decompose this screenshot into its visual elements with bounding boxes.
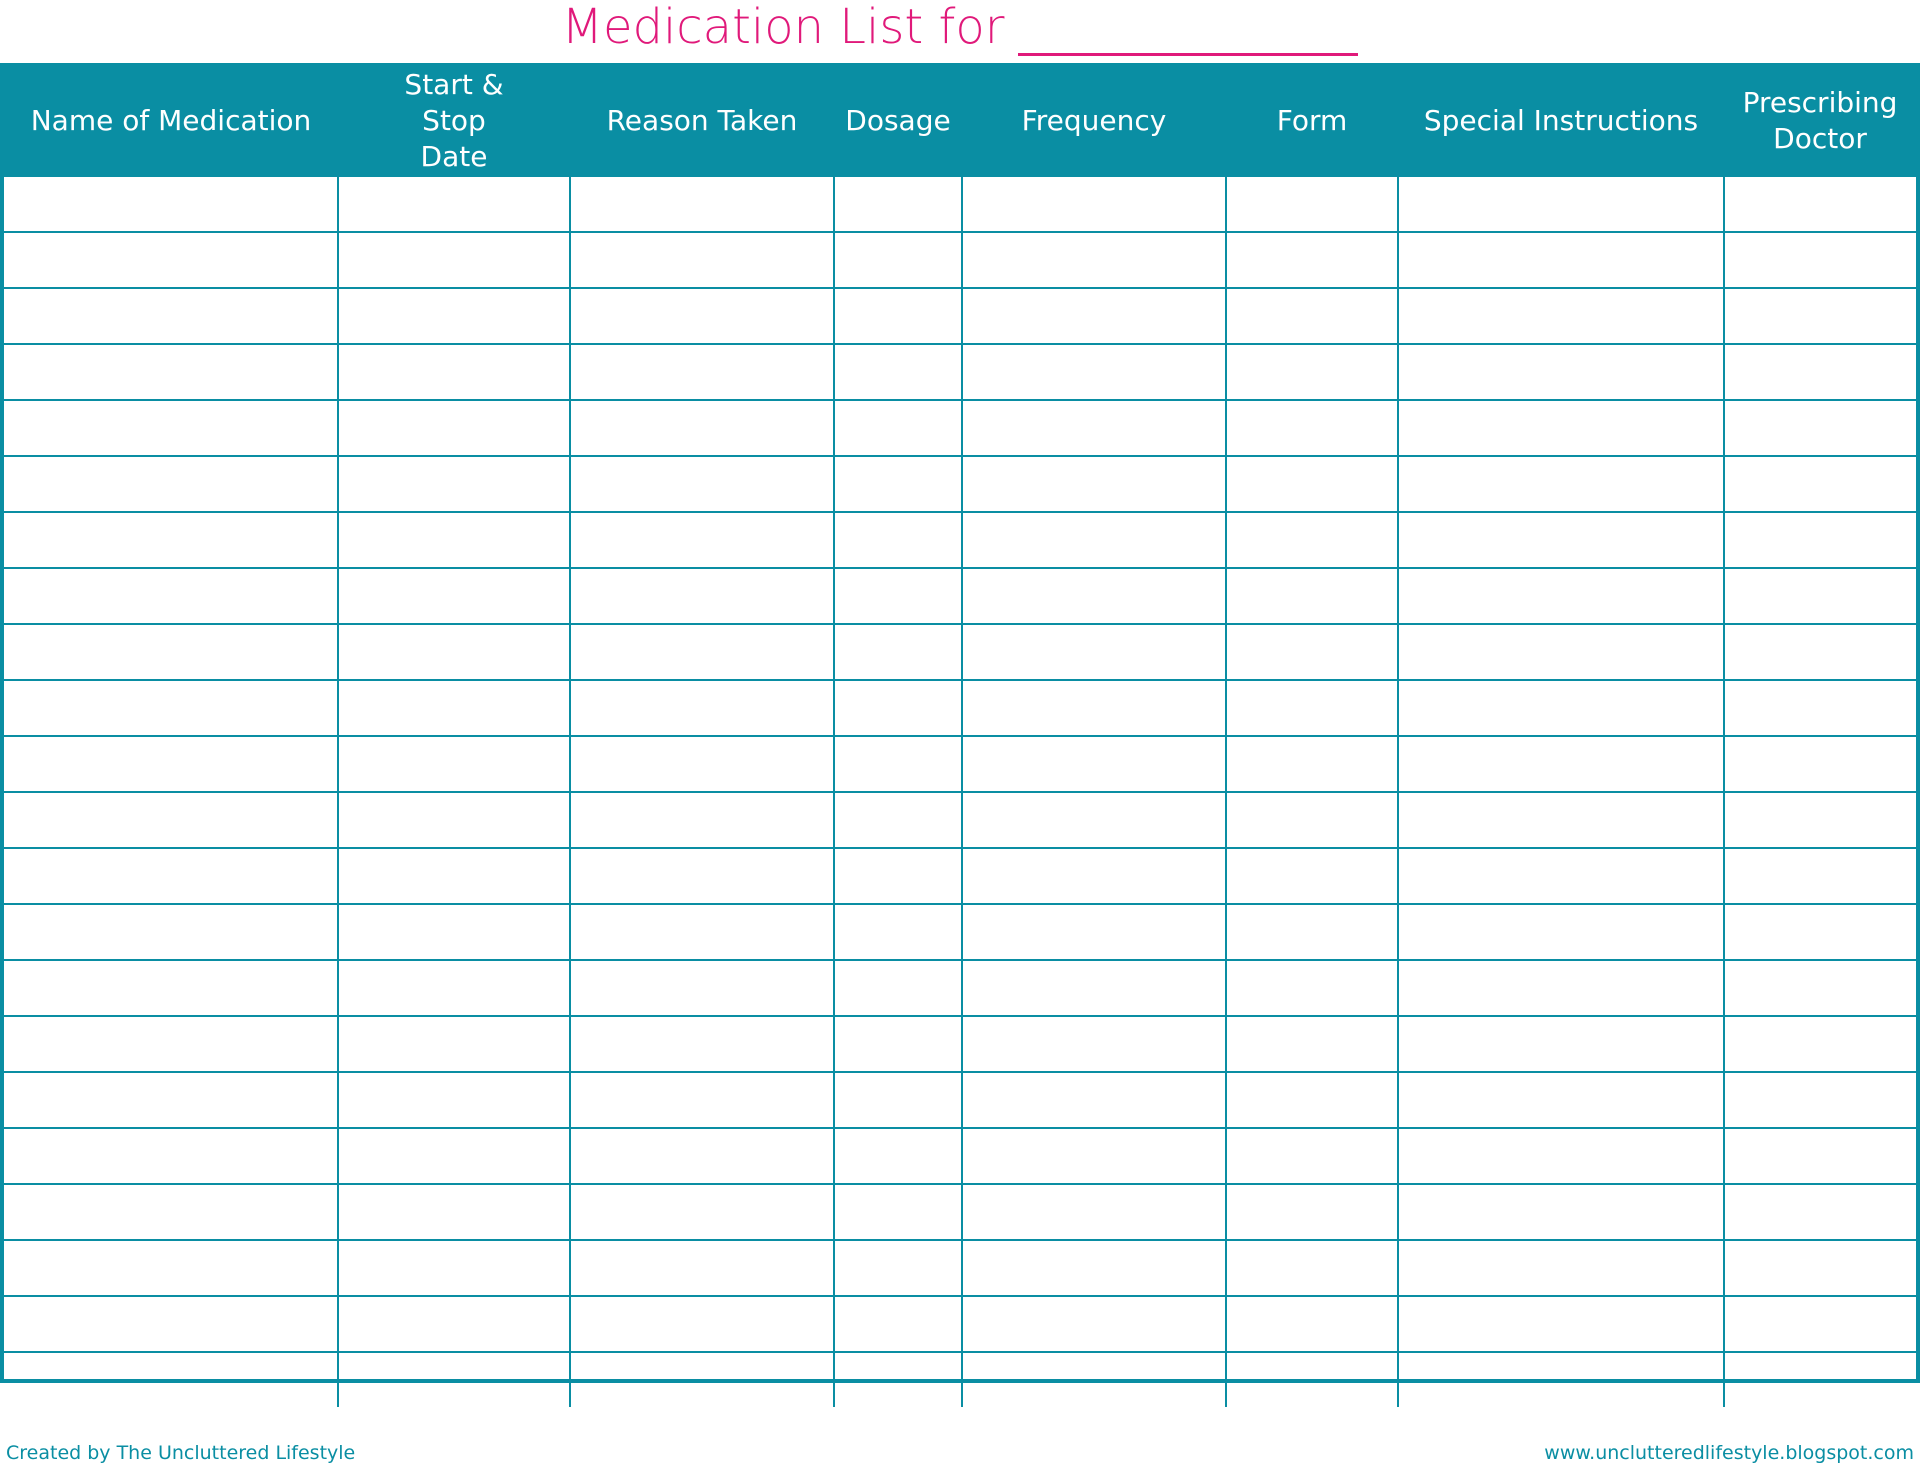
table-cell[interactable]	[1398, 400, 1724, 456]
table-cell[interactable]	[1226, 848, 1398, 904]
table-cell[interactable]	[4, 1072, 338, 1128]
table-cell[interactable]	[1398, 456, 1724, 512]
table-cell[interactable]	[1398, 1240, 1724, 1296]
table-cell[interactable]	[1724, 1240, 1916, 1296]
table-cell[interactable]	[834, 1240, 962, 1296]
column-header-prescribing-doctor: Prescribing Doctor	[1724, 67, 1916, 176]
table-cell[interactable]	[570, 568, 834, 624]
table-cell[interactable]	[4, 1352, 338, 1407]
table-cell[interactable]	[962, 792, 1226, 848]
table-cell[interactable]	[1226, 624, 1398, 680]
table-cell[interactable]	[1724, 1128, 1916, 1184]
table-cell[interactable]	[570, 848, 834, 904]
table-cell[interactable]	[4, 1240, 338, 1296]
table-cell[interactable]	[834, 400, 962, 456]
table-row	[4, 1128, 1916, 1184]
table-cell[interactable]	[962, 232, 1226, 288]
table-row	[4, 1240, 1916, 1296]
table-cell[interactable]	[1398, 848, 1724, 904]
table-cell[interactable]	[1724, 848, 1916, 904]
table-cell[interactable]	[962, 848, 1226, 904]
table-row	[4, 456, 1916, 512]
table-cell[interactable]	[4, 1296, 338, 1352]
table-cell[interactable]	[1226, 960, 1398, 1016]
table-cell[interactable]	[834, 512, 962, 568]
table-cell[interactable]	[4, 456, 338, 512]
table-cell[interactable]	[962, 1016, 1226, 1072]
table-cell[interactable]	[834, 1072, 962, 1128]
footer	[0, 1442, 1920, 1466]
table-cell[interactable]	[338, 680, 570, 736]
table-cell[interactable]	[962, 736, 1226, 792]
table-cell[interactable]	[338, 792, 570, 848]
table-cell[interactable]	[834, 344, 962, 400]
table-cell[interactable]	[1398, 568, 1724, 624]
table-cell[interactable]	[338, 1128, 570, 1184]
table-cell[interactable]	[338, 400, 570, 456]
table-cell[interactable]	[1226, 792, 1398, 848]
table-cell[interactable]	[1226, 456, 1398, 512]
table-cell[interactable]	[834, 176, 962, 232]
column-header-name-of-medication: Name of Medication	[4, 67, 338, 176]
table-cell[interactable]	[1724, 1072, 1916, 1128]
column-header-dosage: Dosage	[834, 67, 962, 176]
table-cell[interactable]	[962, 456, 1226, 512]
table-cell[interactable]	[834, 680, 962, 736]
table-cell[interactable]	[962, 1240, 1226, 1296]
table-cell[interactable]	[834, 960, 962, 1016]
table-cell[interactable]	[570, 1296, 834, 1352]
table-cell[interactable]	[834, 1296, 962, 1352]
table-row	[4, 176, 1916, 232]
table-cell[interactable]	[1724, 512, 1916, 568]
table-cell[interactable]	[962, 1184, 1226, 1240]
table-cell[interactable]	[338, 624, 570, 680]
table-cell[interactable]	[1226, 400, 1398, 456]
table-cell[interactable]	[1724, 176, 1916, 232]
table-cell[interactable]	[1398, 176, 1724, 232]
table-row	[4, 848, 1916, 904]
table-cell[interactable]	[962, 904, 1226, 960]
table-cell[interactable]	[1398, 960, 1724, 1016]
table-cell[interactable]	[4, 792, 338, 848]
table-cell[interactable]	[1724, 400, 1916, 456]
table-row	[4, 512, 1916, 568]
table-cell[interactable]	[1398, 792, 1724, 848]
footer-credit: Created by The Uncluttered Lifestyle	[6, 1442, 356, 1464]
table-cell[interactable]	[570, 344, 834, 400]
table-cell[interactable]	[338, 1072, 570, 1128]
table-cell[interactable]	[570, 1184, 834, 1240]
table-cell[interactable]	[570, 624, 834, 680]
table-cell[interactable]	[570, 1128, 834, 1184]
table-cell[interactable]	[1398, 736, 1724, 792]
table-cell[interactable]	[1226, 1240, 1398, 1296]
table-cell[interactable]	[570, 1352, 834, 1407]
table-cell[interactable]	[4, 176, 338, 232]
table-row	[4, 344, 1916, 400]
table-cell[interactable]	[338, 512, 570, 568]
table-body	[4, 176, 1916, 1407]
table-cell[interactable]	[4, 512, 338, 568]
table-cell[interactable]	[1398, 344, 1724, 400]
table-cell[interactable]	[962, 680, 1226, 736]
table-cell[interactable]	[1398, 1072, 1724, 1128]
table-cell[interactable]	[1398, 1184, 1724, 1240]
table-cell[interactable]	[570, 400, 834, 456]
table-cell[interactable]	[834, 1352, 962, 1407]
table-cell[interactable]	[834, 1016, 962, 1072]
table-cell[interactable]	[962, 400, 1226, 456]
table-cell[interactable]	[338, 904, 570, 960]
table-cell[interactable]	[1724, 456, 1916, 512]
table-cell[interactable]	[1724, 568, 1916, 624]
table-cell[interactable]	[570, 176, 834, 232]
table-cell[interactable]	[338, 1240, 570, 1296]
table-cell[interactable]	[834, 568, 962, 624]
table-cell[interactable]	[570, 1016, 834, 1072]
table-cell[interactable]	[570, 960, 834, 1016]
table-cell[interactable]	[338, 456, 570, 512]
table-cell[interactable]	[4, 1016, 338, 1072]
table-cell[interactable]	[4, 232, 338, 288]
table-cell[interactable]	[834, 232, 962, 288]
medication-table	[4, 67, 1916, 1407]
table-row	[4, 792, 1916, 848]
table-cell[interactable]	[570, 904, 834, 960]
table-cell[interactable]	[1226, 680, 1398, 736]
footer-url: www.unclutteredlifestyle.blogspot.com	[1544, 1442, 1914, 1464]
table-cell[interactable]	[1398, 1352, 1724, 1407]
table-cell[interactable]	[962, 960, 1226, 1016]
table-cell[interactable]	[570, 288, 834, 344]
table-cell[interactable]	[1398, 512, 1724, 568]
column-header-form: Form	[1226, 67, 1398, 176]
table-cell[interactable]	[962, 624, 1226, 680]
table-cell[interactable]	[834, 288, 962, 344]
table-cell[interactable]	[4, 1128, 338, 1184]
table-cell[interactable]	[338, 1016, 570, 1072]
table-cell[interactable]	[1226, 1352, 1398, 1407]
table-cell[interactable]	[1226, 344, 1398, 400]
table-cell[interactable]	[1398, 904, 1724, 960]
table-cell[interactable]	[570, 736, 834, 792]
table-row	[4, 1072, 1916, 1128]
table-cell[interactable]	[4, 680, 338, 736]
table-cell[interactable]	[834, 904, 962, 960]
table-cell[interactable]	[834, 456, 962, 512]
table-cell[interactable]	[1226, 904, 1398, 960]
table-cell[interactable]	[1226, 1128, 1398, 1184]
table-cell[interactable]	[962, 288, 1226, 344]
table-row	[4, 1352, 1916, 1407]
table-cell[interactable]	[1398, 680, 1724, 736]
table-cell[interactable]	[4, 736, 338, 792]
table-cell[interactable]	[962, 344, 1226, 400]
table-row	[4, 624, 1916, 680]
table-cell[interactable]	[338, 344, 570, 400]
table-cell[interactable]	[338, 736, 570, 792]
table-cell[interactable]	[570, 512, 834, 568]
table-cell[interactable]	[1724, 904, 1916, 960]
table-cell[interactable]	[1724, 680, 1916, 736]
table-cell[interactable]	[4, 1184, 338, 1240]
table-cell[interactable]	[1398, 1296, 1724, 1352]
table-row	[4, 232, 1916, 288]
table-cell[interactable]	[1226, 288, 1398, 344]
table-cell[interactable]	[1226, 1016, 1398, 1072]
table-cell[interactable]	[570, 232, 834, 288]
table-cell[interactable]	[1724, 960, 1916, 1016]
table-cell[interactable]	[570, 792, 834, 848]
table-cell[interactable]	[962, 1352, 1226, 1407]
table-cell[interactable]	[1226, 568, 1398, 624]
table-row	[4, 568, 1916, 624]
table-cell[interactable]	[338, 1352, 570, 1407]
table-cell[interactable]	[1724, 288, 1916, 344]
medication-table-wrapper	[0, 63, 1920, 1383]
table-cell[interactable]	[834, 624, 962, 680]
table-cell[interactable]	[1398, 232, 1724, 288]
table-cell[interactable]	[1226, 512, 1398, 568]
table-cell[interactable]	[338, 960, 570, 1016]
table-cell[interactable]	[570, 1072, 834, 1128]
table-cell[interactable]	[570, 1240, 834, 1296]
table-cell[interactable]	[338, 568, 570, 624]
table-cell[interactable]	[834, 1184, 962, 1240]
table-cell[interactable]	[570, 456, 834, 512]
table-cell[interactable]	[4, 568, 338, 624]
table-cell[interactable]	[1226, 1072, 1398, 1128]
table-cell[interactable]	[1724, 792, 1916, 848]
table-row	[4, 1184, 1916, 1240]
table-cell[interactable]	[962, 176, 1226, 232]
table-cell[interactable]	[834, 736, 962, 792]
table-cell[interactable]	[4, 344, 338, 400]
column-header-frequency: Frequency	[962, 67, 1226, 176]
table-cell[interactable]	[1226, 176, 1398, 232]
table-cell[interactable]	[1724, 1016, 1916, 1072]
table-cell[interactable]	[962, 1296, 1226, 1352]
table-cell[interactable]	[1226, 736, 1398, 792]
table-cell[interactable]	[4, 848, 338, 904]
table-cell[interactable]	[4, 624, 338, 680]
table-row	[4, 960, 1916, 1016]
table-cell[interactable]	[1724, 344, 1916, 400]
table-row	[4, 400, 1916, 456]
page-title: Medication List for	[561, 0, 1005, 55]
table-header-row	[4, 67, 1916, 176]
table-cell[interactable]	[4, 400, 338, 456]
table-cell[interactable]	[1724, 624, 1916, 680]
table-cell[interactable]	[834, 792, 962, 848]
table-row	[4, 288, 1916, 344]
table-cell[interactable]	[1226, 232, 1398, 288]
table-cell[interactable]	[1724, 1296, 1916, 1352]
table-cell[interactable]	[962, 568, 1226, 624]
table-cell[interactable]	[338, 1296, 570, 1352]
table-cell[interactable]	[1398, 1016, 1724, 1072]
table-cell[interactable]	[1398, 1128, 1724, 1184]
column-header-start-stop-date: Start & Stop Date	[338, 67, 570, 176]
name-blank-line[interactable]	[1018, 7, 1358, 56]
table-cell[interactable]	[1724, 1184, 1916, 1240]
column-header-special-instructions: Special Instructions	[1398, 67, 1724, 176]
table-cell[interactable]	[834, 848, 962, 904]
table-cell[interactable]	[338, 1184, 570, 1240]
table-cell[interactable]	[962, 512, 1226, 568]
table-cell[interactable]	[338, 848, 570, 904]
table-cell[interactable]	[834, 1128, 962, 1184]
table-cell[interactable]	[338, 288, 570, 344]
table-cell[interactable]	[4, 288, 338, 344]
table-row	[4, 736, 1916, 792]
table-cell[interactable]	[1398, 624, 1724, 680]
table-cell[interactable]	[1724, 736, 1916, 792]
table-cell[interactable]	[338, 176, 570, 232]
table-row	[4, 1296, 1916, 1352]
table-cell[interactable]	[962, 1128, 1226, 1184]
table-row	[4, 904, 1916, 960]
table-cell[interactable]	[1226, 1184, 1398, 1240]
table-row	[4, 1016, 1916, 1072]
table-cell[interactable]	[4, 904, 338, 960]
column-header-reason-taken: Reason Taken	[570, 67, 834, 176]
table-cell[interactable]	[338, 232, 570, 288]
table-cell[interactable]	[1226, 1296, 1398, 1352]
page-header	[0, 0, 1920, 62]
table-cell[interactable]	[1398, 288, 1724, 344]
table-cell[interactable]	[1724, 232, 1916, 288]
table-cell[interactable]	[962, 1072, 1226, 1128]
table-cell[interactable]	[4, 960, 338, 1016]
table-cell[interactable]	[570, 680, 834, 736]
table-cell[interactable]	[1724, 1352, 1916, 1407]
table-row	[4, 680, 1916, 736]
